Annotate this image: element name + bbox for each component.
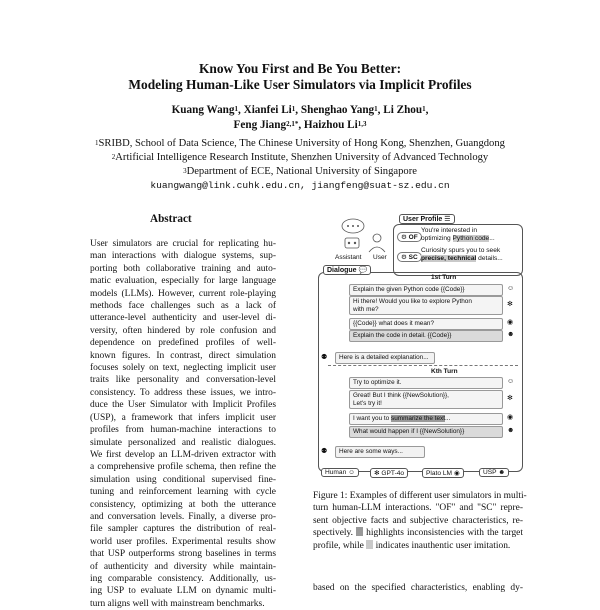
authors-line-1: Kuang Wang$^1$, Xianfei Li$^1$, Shenghao Yang$^1$, Li Zhou$^1$, (171, 104, 429, 116)
figure-caption: Figure 1: Examples of different user simulators in multi- turn human-LLM interactions. "OF" and "SC" repre- sent objective facts and subjective characteristics, re- spectively. highlights inconsistencies with the target profile, while indicates inauthentic user imitation. (313, 491, 527, 551)
abstract-line: consistency. To address these issues, we intro- (90, 387, 276, 398)
affiliation-2: $^2$Artificial Intelligence Research Institute, Shenzhen University of Advanced Technology (111, 152, 489, 163)
abstract-line: ing USP to evaluate LLM on dynamic multi- (90, 586, 276, 597)
author: Xianfei Li (243, 104, 292, 116)
dialogue-bubble: Explain the code in detail. {{Code}} (349, 330, 503, 342)
dialogue-bubble: Explain the given Python code {{Code}} (349, 284, 503, 296)
abstract-line: file sampler captures the distribution of real- (90, 524, 276, 535)
of-chip: ⚙ OF (397, 232, 422, 242)
abstract-line: focuses solely on text, neglecting implicit user (90, 363, 276, 374)
assistant-label: Assistant (335, 254, 362, 261)
abstract-line: that USP outperforms strong baselines in terms (90, 549, 276, 560)
assistant-user-illustration (335, 214, 395, 270)
abstract-line: porting both collaborative training and auto- (90, 263, 276, 274)
abstract-line: profiles from human-machine interactions to (90, 425, 276, 436)
legend-usp: USP ☻ (479, 468, 509, 477)
turn-1-label: 1st Turn (431, 274, 457, 281)
legend-gpt4o: ✻ GPT-4o (370, 468, 408, 478)
assistant-reply: Here are some ways... (335, 446, 425, 458)
affiliation-3: $^3$Department of ECE, National University of Singapore (183, 166, 417, 177)
abstract-line: turn aligns well with mainstream benchmarks. (90, 598, 265, 609)
abstract-line: consistency, optimizing at both the utterance (90, 499, 276, 510)
abstract-line: models (LLMs). However, current role-playing (90, 288, 276, 299)
dialogue-bubble: Try to optimize it. (349, 377, 503, 389)
chat-icon: 💬 (358, 267, 368, 274)
dialogue-bubble: Great! But I think {{NewSolution}}, Let's try it! (349, 390, 503, 409)
plato-icon: ◉ (507, 319, 514, 326)
list-icon: ☰ (444, 216, 451, 223)
plato-icon: ◉ (453, 470, 460, 477)
abstract-line: We first develop an LLM-driven extractor with (90, 449, 276, 460)
legend-plato: Plato LM ◉ (422, 468, 464, 478)
abstract-line: User simulators are crucial for replicating hu- (90, 239, 276, 249)
of-text: You're interested in optimizing Python code... (421, 227, 495, 242)
abstract-line: (USP), a framework that infers implicit user (90, 412, 276, 423)
human-icon: ☺ (348, 469, 355, 476)
paper-title-line-1: Know You First and Be You Better: (198, 61, 402, 76)
abstract-line: world user profiles. Experimental results show (90, 536, 276, 547)
abstract-line: versity, often hindered by role confusion and (90, 325, 276, 336)
abstract-line: ing comparable consistency. Additionally, us- (90, 573, 276, 584)
user-icon (373, 234, 381, 242)
usp-icon: ☻ (507, 427, 515, 434)
author: Shenghao Yang (300, 104, 375, 116)
gpt-icon: ✻ (374, 470, 380, 477)
body-text: based on the specified characteristics, enabling dy- (313, 583, 523, 593)
abstract-line: dependence on predefined profiles of well- (90, 338, 276, 349)
author-emails: kuangwang@link.cuhk.edu.cn, jiangfeng@suat-sz.edu.cn (150, 180, 450, 191)
abstract-line: and conversation levels. Finally, a diverse pro- (90, 511, 276, 522)
author: Kuang Wang (171, 104, 235, 116)
divider (328, 365, 518, 366)
robot-icon: ⚙ (401, 254, 407, 261)
authors-line-2: Feng Jiang$^{2,1*}$, Haizhou Li$^{1,3}$ (233, 119, 367, 131)
dialogue-label: Dialogue 💬 (323, 265, 371, 275)
dialogue-bubble: Hi there! Would you like to explore Python with me? (349, 296, 503, 315)
sc-text: Curiosity spurs you to seek precise, technical details... (421, 247, 503, 262)
abstract-line: simulate personalized and realistic dialogues. (90, 437, 276, 448)
affiliation-1: $^1$SRIBD, School of Data Science, The Chinese University of Hong Kong, Shenzhen, Guangdong (95, 138, 505, 149)
usp-icon: ☻ (498, 469, 506, 476)
user-profile-label: User Profile ☰ (399, 214, 455, 224)
abstract-line: traits like personality and conversation-level (90, 375, 276, 386)
dialogue-bubble: {{Code}} what does it mean? (349, 318, 503, 330)
abstract-heading: Abstract (150, 213, 192, 225)
human-icon: ☺ (507, 285, 515, 292)
legend-human: Human ☺ (321, 468, 359, 477)
figure-1 (313, 210, 523, 485)
abstract-line: matic evaluation, especially for large language (90, 276, 276, 287)
abstract-line: simulation using conditional supervised fine- (90, 474, 276, 485)
sc-chip: ⚙ SC (397, 252, 422, 262)
abstract-line: known figures. In contrast, direct simulation (90, 350, 276, 361)
turn-k-label: Kth Turn (431, 368, 458, 375)
usp-icon: ☻ (507, 331, 515, 338)
dialogue-bubble: What would happen if I {{NewSolution}} (349, 426, 503, 438)
dialogue-bubble: I want you to summarize the text... (349, 413, 503, 425)
author: Li Zhou (383, 104, 423, 116)
plato-icon: ◉ (507, 414, 514, 421)
assistant-reply: Here is a detailed explanation... (335, 352, 435, 364)
assistant-icon: ⚉ (321, 354, 328, 361)
abstract-line: a comprehensive profile schema, then refine the (90, 462, 276, 473)
abstract-line: man interactions with dialogue systems, sup- (90, 251, 276, 262)
abstract-line: methods face challenges such as a lack of (90, 301, 276, 312)
user-label: User (373, 254, 387, 261)
assistant-icon: ⚉ (321, 448, 328, 455)
paper-title-line-2: Modeling Human-Like User Simulators via Implicit Profiles (128, 77, 472, 92)
gpt-icon: ✻ (507, 395, 513, 402)
abstract-line: of authenticity and diversity while maintain- (90, 561, 276, 572)
abstract-line: tuning and reinforcement learning with cycle (90, 487, 276, 498)
author: Haizhou Li (303, 119, 358, 131)
abstract-body (90, 238, 276, 610)
abstract-line: duce the User Simulator with Implicit Profiles (90, 400, 276, 411)
gpt-icon: ✻ (507, 301, 513, 308)
robot-icon: ⚙ (401, 234, 407, 241)
robot-icon (345, 238, 359, 248)
author: Feng Jiang (233, 119, 287, 131)
abstract-line: utterance-level authenticity and user-level di- (90, 313, 276, 324)
human-icon: ☺ (507, 378, 515, 385)
